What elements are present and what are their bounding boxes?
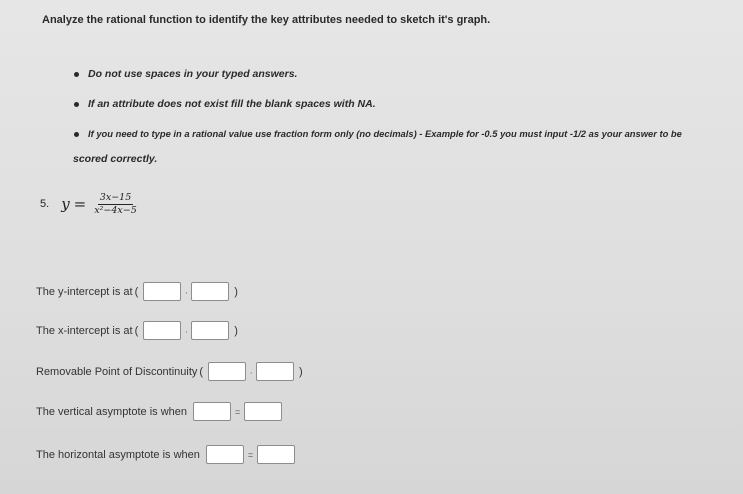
function-lhs: y (61, 195, 70, 214)
open-paren: ( (134, 285, 139, 298)
removable-discontinuity-label: Removable Point of Discontinuity (36, 365, 198, 378)
bullet-text: Do not use spaces in your typed answers. (88, 68, 298, 80)
rational-fraction (92, 193, 139, 216)
instruction-bullet-3-continued: scored correctly. (73, 153, 158, 165)
close-paren: ) (234, 324, 238, 337)
x-intercept-y-input[interactable] (191, 321, 229, 340)
equals-sign: = (247, 449, 254, 460)
problem-number: 5. (40, 198, 50, 211)
instruction-bullet-3 (88, 128, 682, 139)
fraction-numerator: 3x−15 (99, 192, 132, 203)
close-paren: ) (299, 365, 303, 378)
bullet-text: If an attribute does not exist fill the blank spaces with NA. (88, 98, 376, 110)
y-intercept-label: The y-intercept is at (36, 285, 133, 298)
bullet-text: If you need to type in a rational value use fraction form only (no decimals) - Example for -0.5 you must input -1/2 as your answer to be (88, 128, 682, 139)
horizontal-asymptote-row (36, 445, 298, 464)
horizontal-asymptote-variable-input[interactable] (206, 445, 244, 464)
problem-5 (40, 193, 139, 216)
open-paren: ( (199, 365, 204, 378)
instruction-bullet-1 (88, 68, 297, 80)
x-intercept-label: The x-intercept is at (36, 324, 133, 337)
bullet-dot (74, 132, 79, 137)
comma: , (250, 368, 253, 375)
instructions-intro: Analyze the rational function to identify the key attributes needed to sketch it's graph. (42, 14, 491, 26)
comma: , (185, 327, 188, 334)
bullet-dot (74, 102, 79, 107)
open-paren: ( (134, 324, 139, 337)
x-intercept-row (36, 321, 240, 340)
equals-sign: = (235, 406, 241, 417)
equals-sign: = (73, 195, 87, 214)
close-paren: ) (234, 285, 238, 298)
y-intercept-y-input[interactable] (191, 282, 229, 301)
horizontal-asymptote-value-input[interactable] (257, 445, 295, 464)
y-intercept-row (36, 282, 240, 301)
comma: , (185, 288, 188, 295)
instruction-bullet-2 (88, 98, 376, 110)
removable-discontinuity-row (36, 362, 305, 381)
removable-y-input[interactable] (256, 362, 294, 381)
fraction-denominator: x²−4x−5 (94, 204, 137, 216)
y-intercept-x-input[interactable] (143, 282, 181, 301)
vertical-asymptote-label: The vertical asymptote is when (36, 405, 188, 418)
x-intercept-x-input[interactable] (143, 321, 181, 340)
vertical-asymptote-value-input[interactable] (244, 402, 282, 421)
vertical-asymptote-row (36, 402, 285, 421)
vertical-asymptote-variable-input[interactable] (193, 402, 231, 421)
bullet-dot (74, 72, 79, 77)
removable-x-input[interactable] (208, 362, 246, 381)
horizontal-asymptote-label: The horizontal asymptote is when (36, 448, 200, 461)
